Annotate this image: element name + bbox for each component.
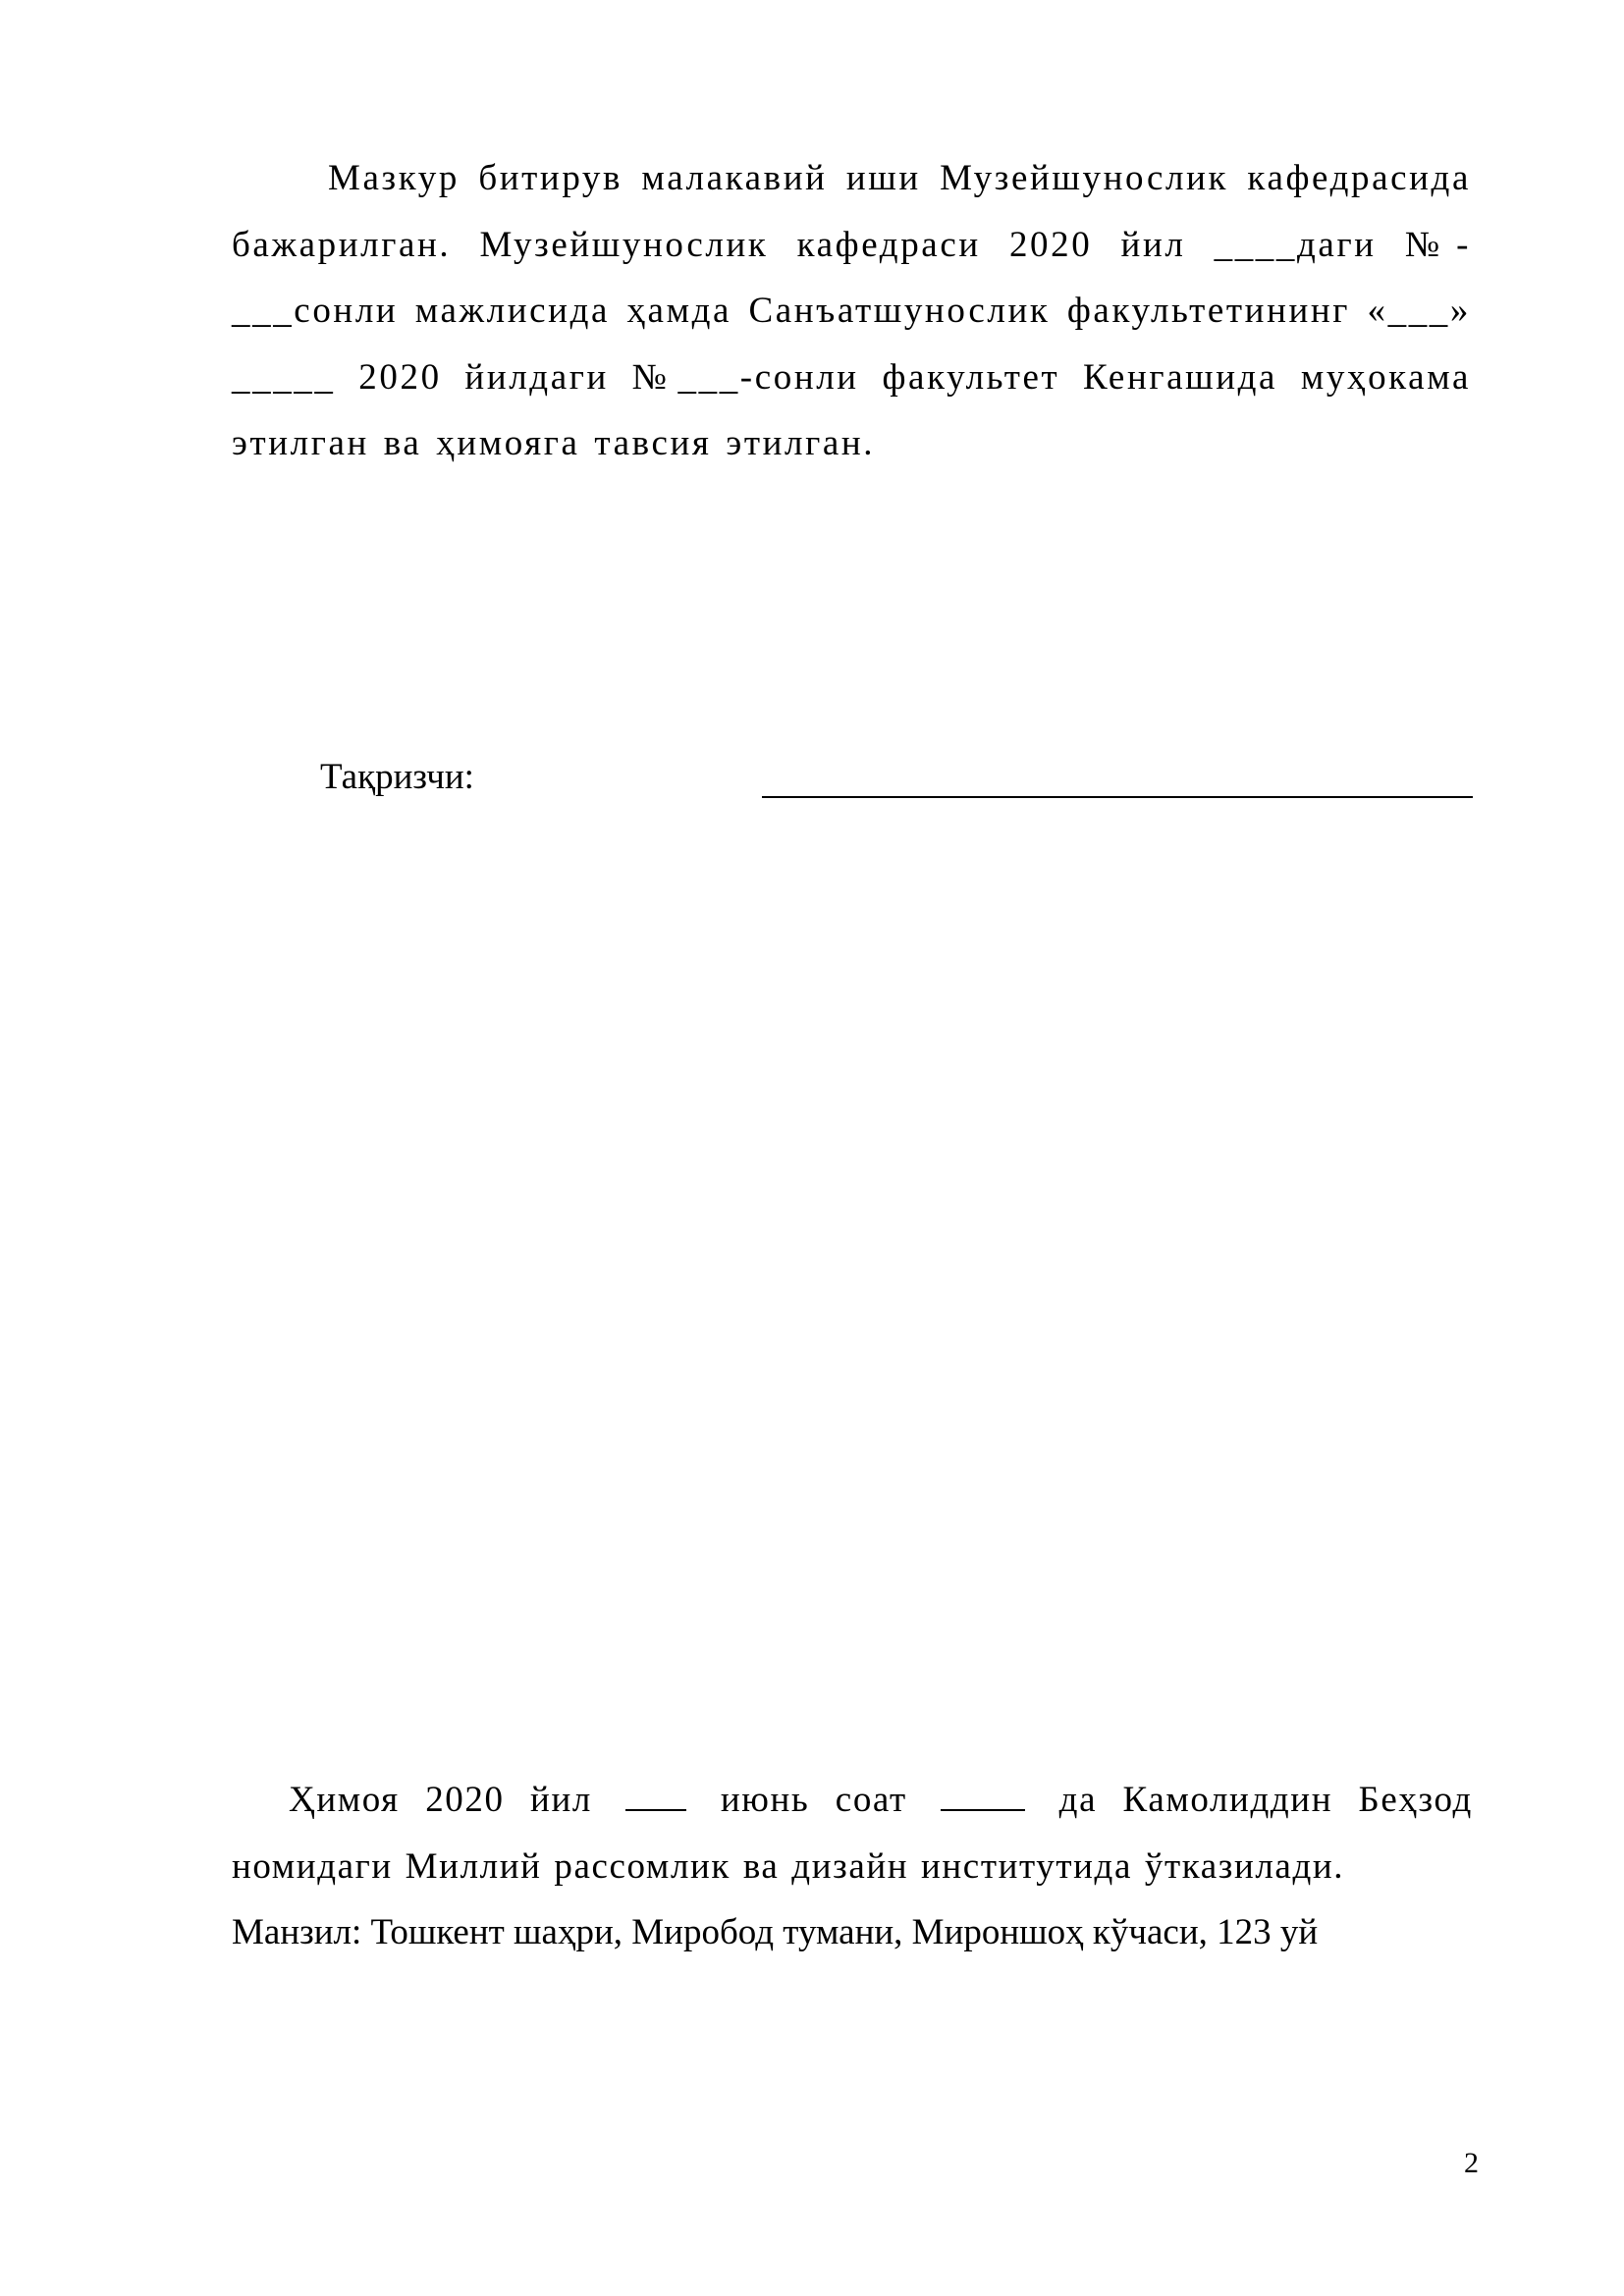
signature-line <box>762 796 1473 798</box>
defense-text-part1: Ҳимоя 2020 йил <box>289 1780 619 1820</box>
page-number: 2 <box>1464 2147 1479 2179</box>
hour-blank <box>941 1809 1025 1811</box>
defense-paragraph <box>232 1767 1473 1966</box>
address-line: Манзил: Тошкент шаҳри, Миробод тумани, Мироншоҳ кўчаси, 123 уй <box>232 1912 1319 1952</box>
day-blank <box>625 1809 686 1811</box>
defense-text-part2: июнь соат <box>694 1780 934 1820</box>
reviewer-label: Тақризчи: <box>320 757 474 797</box>
defense-text-part3: да Камолиддин Беҳзод номидаги Миллий рассомлик ва дизайн институтида ўтказилади. <box>232 1780 1473 1887</box>
approval-paragraph: Мазкур битирув малакавий иши Музейшунослик кафедрасида бажарилган. Музейшунослик кафедраси 2020 йил ____даги №-___сонли мажлисида ҳамда Санъатшунослик факультетининг «___» _____ 2020 йилдаги №___-сонли факультет Кенгашида муҳокама этилган ва ҳимояга тавсия этилган. <box>232 158 1471 463</box>
defense-info <box>232 1767 1473 1899</box>
reviewer-row <box>320 751 1473 810</box>
